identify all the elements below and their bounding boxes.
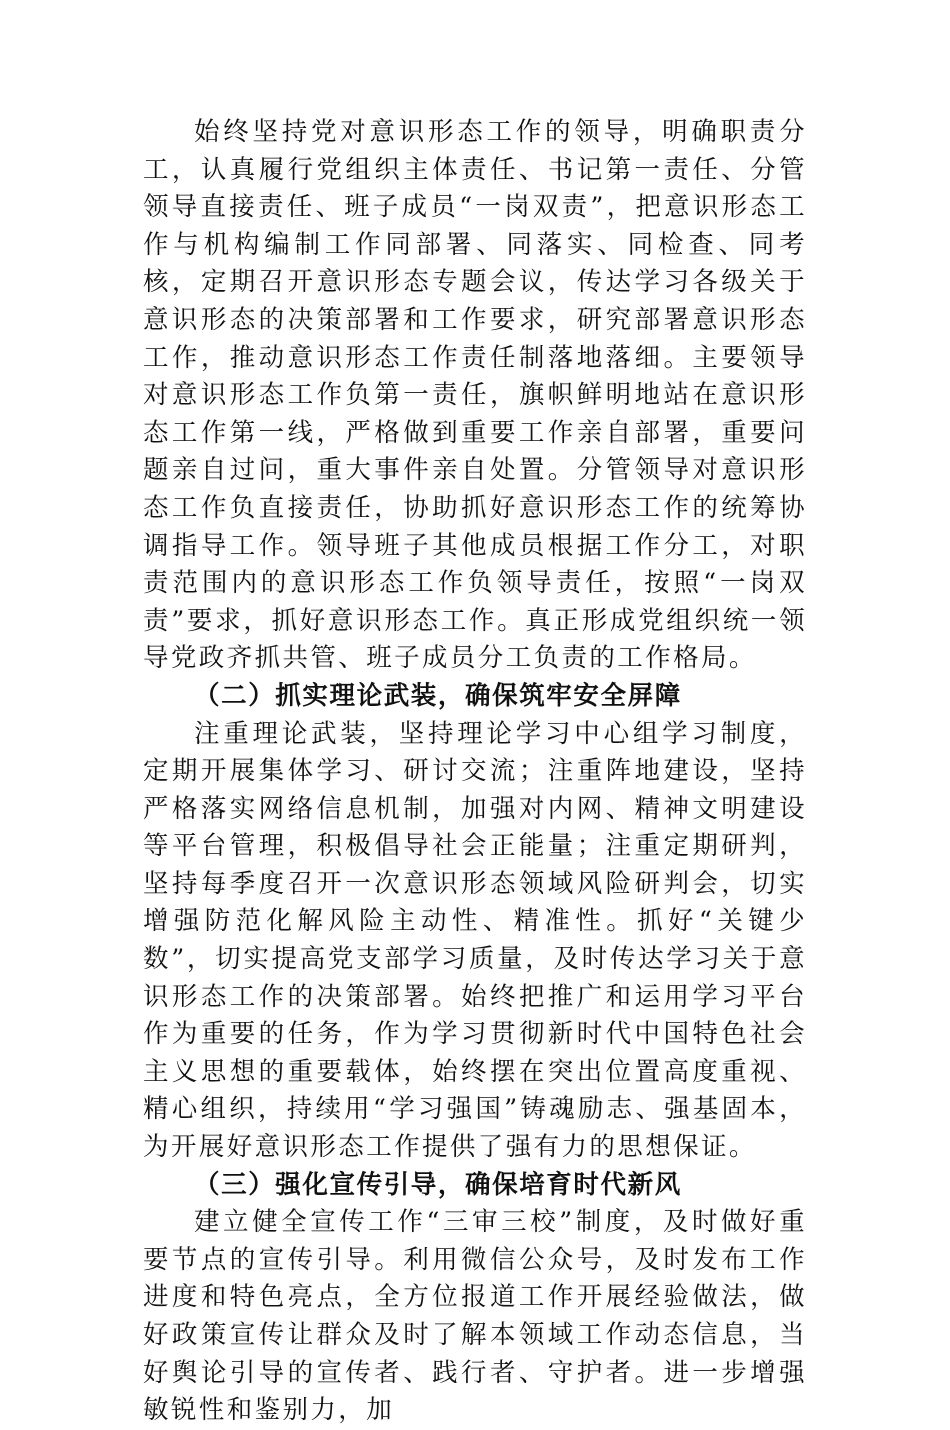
section-heading-publicity: （三）强化宣传引导，确保培育时代新风 xyxy=(194,1169,682,1200)
body-paragraph-leadership: 始终坚持党对意识形态工作的领导，明确职责分工，认真履行党组织主体责任、书记第一责任、分管领导直接责任、班子成员“一岗双责”，把意识形态工作与机构编制工作同部署、同落实、同检查、同考核，定期召开意识形态专题会议，传达学习各级关于意识形态的决策部署和工作要求，研究部署意识形态工作，推动意识形态工作责任制落地落细。主要领导对意识形态工作负第一责任，旗帜鲜明地站在意识形态工作第一线，严格做到重要工作亲自部署，重要问题亲自过问，重大事件亲自处置。分管领导对意识形态工作负直接责任，协助抓好意识形态工作的统筹协调指导工作。领导班子其他成员根据工作分工，对职责范围内的意识形态工作负领导责任，按照“一岗双责”要求，抓好意识形态工作。真正形成党组织统一领导党政齐抓共管、班子成员分工负责的工作格局。 xyxy=(143,117,807,674)
body-paragraph-publicity: 建立健全宣传工作“三审三校”制度，及时做好重要节点的宣传引导。利用微信公众号，及时发布工作进度和特色亮点，全方位报道工作开展经验做法，做好政策宣传让群众及时了解本领域工作动态信息，当好舆论引导的宣传者、践行者、守护者。进一步增强敏锐性和鉴别力，加 xyxy=(143,1207,807,1426)
document-page xyxy=(143,114,807,1430)
body-paragraph-theory: 注重理论武装，坚持理论学习中心组学习制度，定期开展集体学习、研讨交流；注重阵地建设，坚持严格落实网络信息机制，加强对内网、精神文明建设等平台管理，积极倡导社会正能量；注重定期研判，坚持每季度召开一次意识形态领域风险研判会，切实增强防范化解风险主动性、精准性。抓好“关键少数”，切实提高党支部学习质量，及时传达学习关于意识形态工作的决策部署。始终把推广和运用学习平台作为重要的任务，作为学习贯彻新时代中国特色社会主义思想的重要载体，始终摆在突出位置高度重视、精心组织，持续用“学习强国”铸魂励志、强基固本，为开展好意识形态工作提供了强有力的思想保证。 xyxy=(143,718,807,1163)
section-heading-theory: （二）抓实理论武装，确保筑牢安全屏障 xyxy=(194,680,682,711)
